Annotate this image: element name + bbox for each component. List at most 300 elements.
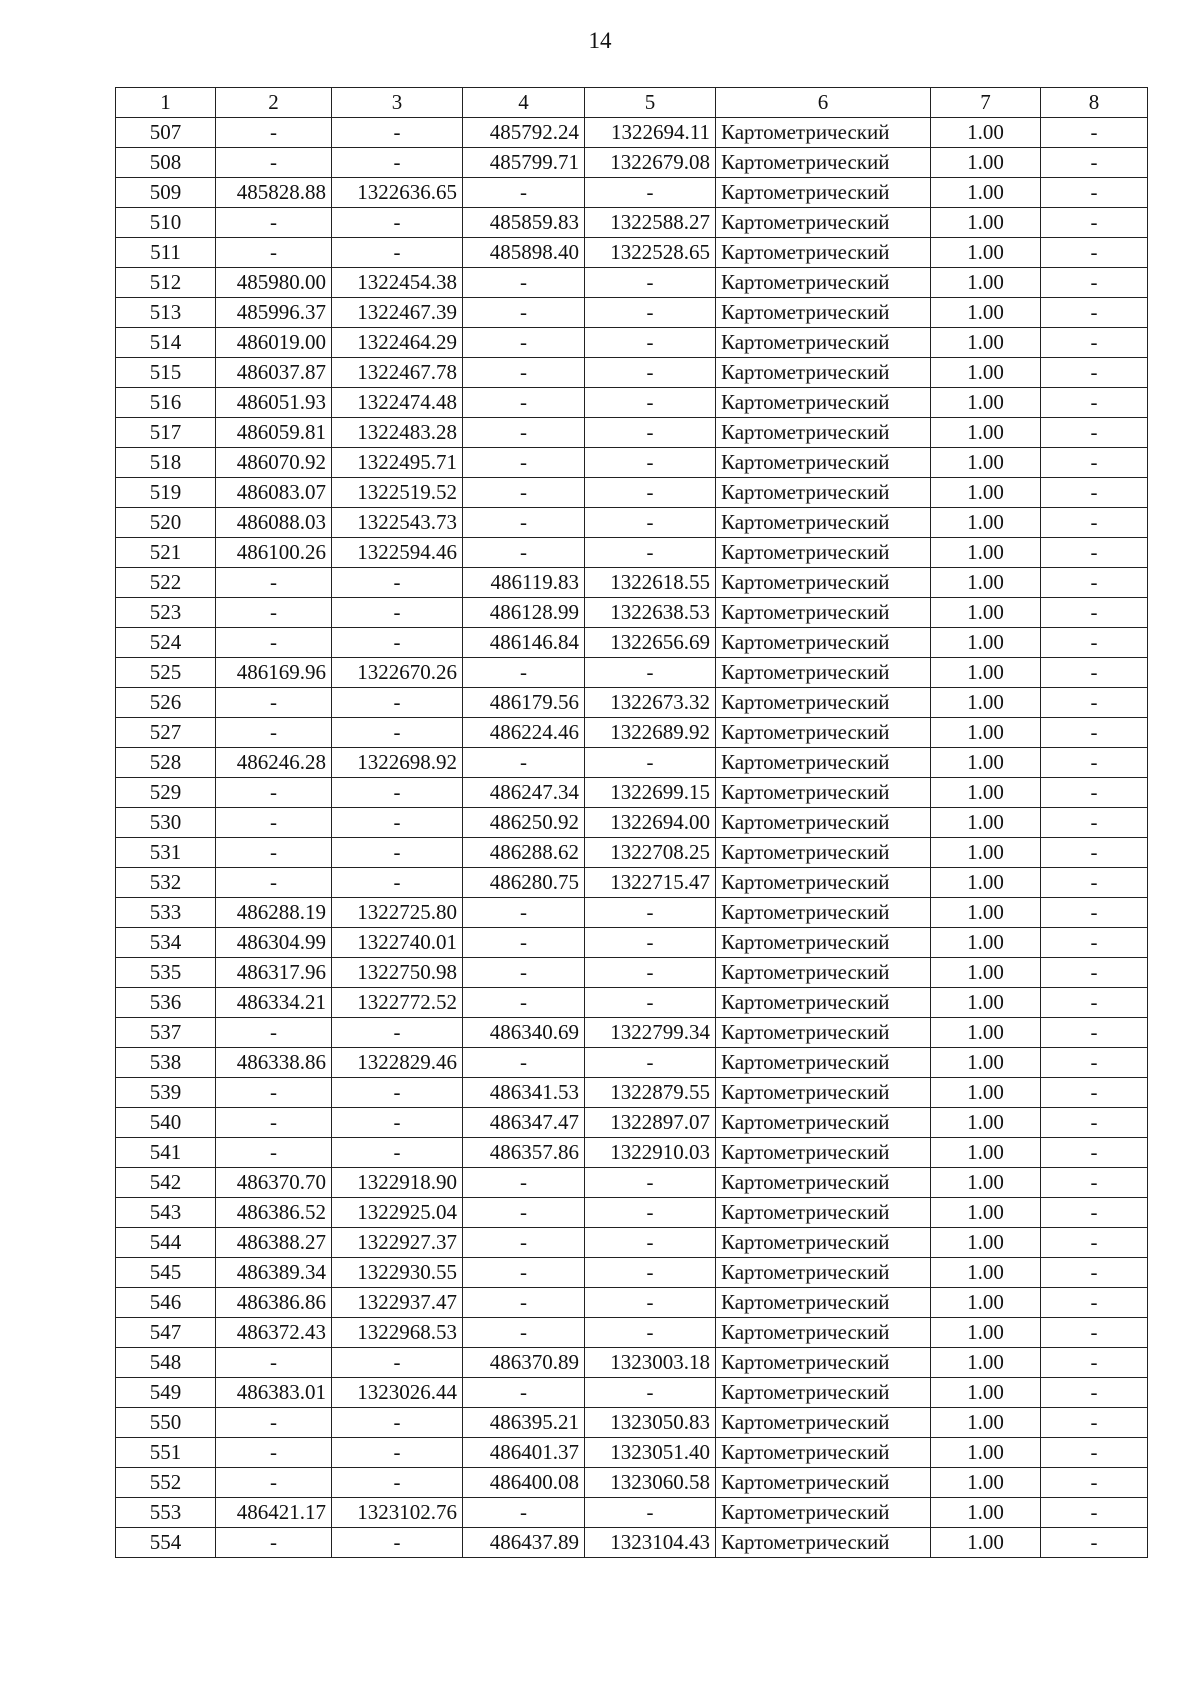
cell-x-coordinate-b: - <box>463 958 585 988</box>
cell-y-coordinate-b: - <box>585 748 716 778</box>
cell-y-coordinate-a: - <box>332 778 463 808</box>
table-row <box>116 1378 1148 1408</box>
cell-x-coordinate-a: 486288.19 <box>216 898 332 928</box>
table-row <box>116 1438 1148 1468</box>
cell-description: - <box>1041 928 1148 958</box>
cell-accuracy: 1.00 <box>931 508 1041 538</box>
cell-description: - <box>1041 778 1148 808</box>
cell-x-coordinate-b: - <box>463 1258 585 1288</box>
cell-x-coordinate-a: - <box>216 1018 332 1048</box>
table-row <box>116 418 1148 448</box>
cell-x-coordinate-b: - <box>463 1378 585 1408</box>
cell-x-coordinate-a: 486389.34 <box>216 1258 332 1288</box>
cell-y-coordinate-b: - <box>585 1288 716 1318</box>
cell-x-coordinate-b: - <box>463 928 585 958</box>
cell-y-coordinate-a: - <box>332 1408 463 1438</box>
cell-description: - <box>1041 508 1148 538</box>
cell-description: - <box>1041 1408 1148 1438</box>
cell-y-coordinate-b: 1322699.15 <box>585 778 716 808</box>
table-row <box>116 808 1148 838</box>
cell-x-coordinate-a: 486100.26 <box>216 538 332 568</box>
cell-accuracy: 1.00 <box>931 1318 1041 1348</box>
cell-point-number: 537 <box>116 1018 216 1048</box>
table-row <box>116 238 1148 268</box>
cell-x-coordinate-b: 486437.89 <box>463 1528 585 1558</box>
column-header-accuracy: 7 <box>931 88 1041 118</box>
cell-y-coordinate-b: 1322694.00 <box>585 808 716 838</box>
cell-accuracy: 1.00 <box>931 808 1041 838</box>
cell-y-coordinate-b: - <box>585 958 716 988</box>
cell-y-coordinate-b: 1322528.65 <box>585 238 716 268</box>
cell-x-coordinate-b: - <box>463 298 585 328</box>
table-row <box>116 778 1148 808</box>
cell-y-coordinate-b: 1322910.03 <box>585 1138 716 1168</box>
cell-y-coordinate-a: 1322925.04 <box>332 1198 463 1228</box>
cell-point-number: 518 <box>116 448 216 478</box>
cell-accuracy: 1.00 <box>931 1288 1041 1318</box>
cell-point-number: 516 <box>116 388 216 418</box>
cell-y-coordinate-a: 1322740.01 <box>332 928 463 958</box>
cell-x-coordinate-b: 486400.08 <box>463 1468 585 1498</box>
cell-y-coordinate-a: - <box>332 1108 463 1138</box>
cell-method: Картометрический <box>716 358 931 388</box>
cell-y-coordinate-a: - <box>332 718 463 748</box>
cell-method: Картометрический <box>716 1438 931 1468</box>
cell-x-coordinate-b: 485799.71 <box>463 148 585 178</box>
cell-accuracy: 1.00 <box>931 1078 1041 1108</box>
cell-x-coordinate-b: 486119.83 <box>463 568 585 598</box>
cell-point-number: 511 <box>116 238 216 268</box>
cell-x-coordinate-a: 486370.70 <box>216 1168 332 1198</box>
cell-accuracy: 1.00 <box>931 1228 1041 1258</box>
table-row <box>116 628 1148 658</box>
cell-x-coordinate-b: 486247.34 <box>463 778 585 808</box>
cell-accuracy: 1.00 <box>931 1048 1041 1078</box>
cell-x-coordinate-a: - <box>216 688 332 718</box>
cell-description: - <box>1041 328 1148 358</box>
cell-x-coordinate-a: - <box>216 1438 332 1468</box>
table-row <box>116 1348 1148 1378</box>
cell-y-coordinate-b: - <box>585 658 716 688</box>
cell-method: Картометрический <box>716 448 931 478</box>
table-row <box>116 958 1148 988</box>
cell-y-coordinate-a: 1322483.28 <box>332 418 463 448</box>
cell-x-coordinate-a: - <box>216 1468 332 1498</box>
cell-accuracy: 1.00 <box>931 988 1041 1018</box>
cell-point-number: 535 <box>116 958 216 988</box>
cell-y-coordinate-a: 1322698.92 <box>332 748 463 778</box>
cell-description: - <box>1041 868 1148 898</box>
cell-description: - <box>1041 388 1148 418</box>
cell-accuracy: 1.00 <box>931 1138 1041 1168</box>
cell-description: - <box>1041 1468 1148 1498</box>
table-row <box>116 1108 1148 1138</box>
cell-accuracy: 1.00 <box>931 358 1041 388</box>
cell-method: Картометрический <box>716 298 931 328</box>
table-row <box>116 1048 1148 1078</box>
cell-y-coordinate-a: - <box>332 148 463 178</box>
cell-accuracy: 1.00 <box>931 1108 1041 1138</box>
cell-accuracy: 1.00 <box>931 118 1041 148</box>
table-header-row <box>116 88 1148 118</box>
cell-x-coordinate-a: - <box>216 1408 332 1438</box>
cell-y-coordinate-b: 1322897.07 <box>585 1108 716 1138</box>
cell-point-number: 545 <box>116 1258 216 1288</box>
cell-accuracy: 1.00 <box>931 268 1041 298</box>
cell-accuracy: 1.00 <box>931 658 1041 688</box>
table-row <box>116 748 1148 778</box>
cell-accuracy: 1.00 <box>931 598 1041 628</box>
cell-y-coordinate-b: - <box>585 898 716 928</box>
table-row <box>116 1528 1148 1558</box>
cell-y-coordinate-a: - <box>332 1138 463 1168</box>
table-row <box>116 148 1148 178</box>
cell-y-coordinate-a: 1322454.38 <box>332 268 463 298</box>
cell-y-coordinate-b: - <box>585 418 716 448</box>
cell-description: - <box>1041 358 1148 388</box>
cell-y-coordinate-b: 1322879.55 <box>585 1078 716 1108</box>
cell-method: Картометрический <box>716 1408 931 1438</box>
cell-accuracy: 1.00 <box>931 418 1041 448</box>
cell-description: - <box>1041 268 1148 298</box>
table-row <box>116 268 1148 298</box>
cell-y-coordinate-a: - <box>332 238 463 268</box>
cell-point-number: 522 <box>116 568 216 598</box>
cell-accuracy: 1.00 <box>931 568 1041 598</box>
cell-y-coordinate-b: 1322689.92 <box>585 718 716 748</box>
cell-description: - <box>1041 1138 1148 1168</box>
cell-point-number: 508 <box>116 148 216 178</box>
cell-description: - <box>1041 1348 1148 1378</box>
cell-method: Картометрический <box>716 418 931 448</box>
cell-y-coordinate-a: 1323102.76 <box>332 1498 463 1528</box>
cell-y-coordinate-b: 1323104.43 <box>585 1528 716 1558</box>
cell-y-coordinate-a: - <box>332 688 463 718</box>
cell-y-coordinate-a: 1323026.44 <box>332 1378 463 1408</box>
cell-y-coordinate-b: - <box>585 1228 716 1258</box>
cell-point-number: 538 <box>116 1048 216 1078</box>
cell-description: - <box>1041 1258 1148 1288</box>
table-row <box>116 448 1148 478</box>
cell-description: - <box>1041 178 1148 208</box>
cell-method: Картометрический <box>716 508 931 538</box>
cell-y-coordinate-b: 1322618.55 <box>585 568 716 598</box>
cell-point-number: 547 <box>116 1318 216 1348</box>
cell-description: - <box>1041 1108 1148 1138</box>
cell-x-coordinate-b: - <box>463 478 585 508</box>
cell-method: Картометрический <box>716 1108 931 1138</box>
cell-y-coordinate-a: - <box>332 1078 463 1108</box>
cell-description: - <box>1041 118 1148 148</box>
cell-x-coordinate-b: - <box>463 1168 585 1198</box>
cell-accuracy: 1.00 <box>931 208 1041 238</box>
cell-y-coordinate-a: - <box>332 1438 463 1468</box>
cell-y-coordinate-b: 1322588.27 <box>585 208 716 238</box>
cell-accuracy: 1.00 <box>931 778 1041 808</box>
cell-description: - <box>1041 898 1148 928</box>
cell-method: Картометрический <box>716 898 931 928</box>
table-row <box>116 328 1148 358</box>
cell-description: - <box>1041 598 1148 628</box>
cell-x-coordinate-a: 486019.00 <box>216 328 332 358</box>
cell-point-number: 525 <box>116 658 216 688</box>
cell-x-coordinate-a: - <box>216 1528 332 1558</box>
cell-point-number: 554 <box>116 1528 216 1558</box>
cell-x-coordinate-b: - <box>463 1318 585 1348</box>
cell-x-coordinate-a: 486088.03 <box>216 508 332 538</box>
cell-x-coordinate-a: - <box>216 1078 332 1108</box>
cell-y-coordinate-a: - <box>332 808 463 838</box>
cell-method: Картометрический <box>716 778 931 808</box>
cell-method: Картометрический <box>716 928 931 958</box>
cell-description: - <box>1041 478 1148 508</box>
cell-method: Картометрический <box>716 478 931 508</box>
cell-point-number: 530 <box>116 808 216 838</box>
cell-x-coordinate-a: - <box>216 118 332 148</box>
table-row <box>116 478 1148 508</box>
cell-x-coordinate-b: - <box>463 358 585 388</box>
cell-y-coordinate-a: 1322495.71 <box>332 448 463 478</box>
table-row <box>116 118 1148 148</box>
cell-point-number: 512 <box>116 268 216 298</box>
cell-point-number: 509 <box>116 178 216 208</box>
cell-x-coordinate-b: 485859.83 <box>463 208 585 238</box>
cell-x-coordinate-b: 486250.92 <box>463 808 585 838</box>
cell-y-coordinate-a: - <box>332 1468 463 1498</box>
cell-point-number: 539 <box>116 1078 216 1108</box>
cell-method: Картометрический <box>716 1138 931 1168</box>
cell-accuracy: 1.00 <box>931 538 1041 568</box>
column-header-description: 8 <box>1041 88 1148 118</box>
table-row <box>116 928 1148 958</box>
cell-point-number: 546 <box>116 1288 216 1318</box>
cell-point-number: 526 <box>116 688 216 718</box>
column-header-method: 6 <box>716 88 931 118</box>
cell-x-coordinate-a: 486304.99 <box>216 928 332 958</box>
cell-y-coordinate-b: 1322638.53 <box>585 598 716 628</box>
cell-point-number: 532 <box>116 868 216 898</box>
cell-x-coordinate-b: - <box>463 1198 585 1228</box>
cell-x-coordinate-b: - <box>463 1228 585 1258</box>
table-row <box>116 1168 1148 1198</box>
cell-description: - <box>1041 688 1148 718</box>
cell-y-coordinate-b: - <box>585 1318 716 1348</box>
cell-accuracy: 1.00 <box>931 1168 1041 1198</box>
cell-accuracy: 1.00 <box>931 1258 1041 1288</box>
cell-x-coordinate-b: - <box>463 658 585 688</box>
cell-y-coordinate-b: - <box>585 328 716 358</box>
cell-x-coordinate-b: 486347.47 <box>463 1108 585 1138</box>
cell-accuracy: 1.00 <box>931 1348 1041 1378</box>
cell-x-coordinate-b: - <box>463 538 585 568</box>
cell-description: - <box>1041 298 1148 328</box>
cell-x-coordinate-a: 486372.43 <box>216 1318 332 1348</box>
cell-y-coordinate-b: 1322694.11 <box>585 118 716 148</box>
cell-method: Картометрический <box>716 718 931 748</box>
cell-description: - <box>1041 718 1148 748</box>
cell-y-coordinate-a: - <box>332 208 463 238</box>
cell-point-number: 543 <box>116 1198 216 1228</box>
table-row <box>116 1078 1148 1108</box>
cell-x-coordinate-a: 486037.87 <box>216 358 332 388</box>
cell-x-coordinate-a: 486386.52 <box>216 1198 332 1228</box>
cell-x-coordinate-b: 486146.84 <box>463 628 585 658</box>
table-row <box>116 1408 1148 1438</box>
table-row <box>116 898 1148 928</box>
cell-x-coordinate-b: - <box>463 898 585 928</box>
cell-point-number: 524 <box>116 628 216 658</box>
cell-y-coordinate-a: - <box>332 568 463 598</box>
cell-point-number: 550 <box>116 1408 216 1438</box>
cell-description: - <box>1041 1528 1148 1558</box>
cell-accuracy: 1.00 <box>931 238 1041 268</box>
cell-point-number: 549 <box>116 1378 216 1408</box>
cell-accuracy: 1.00 <box>931 148 1041 178</box>
cell-y-coordinate-b: 1322799.34 <box>585 1018 716 1048</box>
cell-accuracy: 1.00 <box>931 178 1041 208</box>
cell-y-coordinate-a: 1322594.46 <box>332 538 463 568</box>
cell-y-coordinate-b: - <box>585 388 716 418</box>
cell-method: Картометрический <box>716 1198 931 1228</box>
cell-point-number: 510 <box>116 208 216 238</box>
cell-x-coordinate-b: - <box>463 1288 585 1318</box>
cell-description: - <box>1041 238 1148 268</box>
cell-x-coordinate-a: - <box>216 628 332 658</box>
cell-y-coordinate-b: - <box>585 358 716 388</box>
cell-x-coordinate-a: - <box>216 1138 332 1168</box>
cell-y-coordinate-a: 1322474.48 <box>332 388 463 418</box>
cell-y-coordinate-a: 1322927.37 <box>332 1228 463 1258</box>
cell-x-coordinate-b: - <box>463 988 585 1018</box>
cell-point-number: 529 <box>116 778 216 808</box>
table-row <box>116 508 1148 538</box>
cell-x-coordinate-b: - <box>463 1498 585 1528</box>
cell-description: - <box>1041 538 1148 568</box>
cell-point-number: 541 <box>116 1138 216 1168</box>
cell-description: - <box>1041 1228 1148 1258</box>
cell-point-number: 534 <box>116 928 216 958</box>
cell-y-coordinate-a: 1322937.47 <box>332 1288 463 1318</box>
cell-y-coordinate-b: - <box>585 508 716 538</box>
cell-method: Картометрический <box>716 958 931 988</box>
cell-y-coordinate-a: - <box>332 1348 463 1378</box>
column-header-x-coordinate-b: 4 <box>463 88 585 118</box>
table-row <box>116 988 1148 1018</box>
cell-method: Картометрический <box>716 208 931 238</box>
table-row <box>116 298 1148 328</box>
cell-method: Картометрический <box>716 1228 931 1258</box>
cell-method: Картометрический <box>716 1318 931 1348</box>
cell-y-coordinate-a: - <box>332 628 463 658</box>
cell-x-coordinate-b: - <box>463 448 585 478</box>
cell-y-coordinate-b: - <box>585 478 716 508</box>
cell-x-coordinate-a: 486421.17 <box>216 1498 332 1528</box>
cell-description: - <box>1041 988 1148 1018</box>
cell-y-coordinate-a: 1322670.26 <box>332 658 463 688</box>
cell-accuracy: 1.00 <box>931 328 1041 358</box>
cell-description: - <box>1041 1018 1148 1048</box>
cell-x-coordinate-b: - <box>463 748 585 778</box>
cell-description: - <box>1041 628 1148 658</box>
cell-accuracy: 1.00 <box>931 898 1041 928</box>
cell-x-coordinate-a: - <box>216 238 332 268</box>
cell-method: Картометрический <box>716 688 931 718</box>
cell-description: - <box>1041 1498 1148 1528</box>
cell-method: Картометрический <box>716 1048 931 1078</box>
table-row <box>116 388 1148 418</box>
cell-description: - <box>1041 958 1148 988</box>
cell-x-coordinate-a: - <box>216 148 332 178</box>
cell-y-coordinate-a: 1322750.98 <box>332 958 463 988</box>
cell-method: Картометрический <box>716 1528 931 1558</box>
cell-x-coordinate-a: 486083.07 <box>216 478 332 508</box>
cell-x-coordinate-a: 486388.27 <box>216 1228 332 1258</box>
cell-accuracy: 1.00 <box>931 1408 1041 1438</box>
cell-point-number: 515 <box>116 358 216 388</box>
cell-y-coordinate-a: 1322968.53 <box>332 1318 463 1348</box>
cell-x-coordinate-a: - <box>216 208 332 238</box>
cell-description: - <box>1041 1288 1148 1318</box>
cell-method: Картометрический <box>716 388 931 418</box>
cell-y-coordinate-b: - <box>585 1498 716 1528</box>
cell-point-number: 527 <box>116 718 216 748</box>
table-row <box>116 358 1148 388</box>
cell-accuracy: 1.00 <box>931 1498 1041 1528</box>
cell-point-number: 528 <box>116 748 216 778</box>
cell-point-number: 513 <box>116 298 216 328</box>
cell-x-coordinate-a: 486246.28 <box>216 748 332 778</box>
cell-x-coordinate-a: - <box>216 838 332 868</box>
cell-y-coordinate-a: - <box>332 1528 463 1558</box>
cell-method: Картометрический <box>716 1258 931 1288</box>
cell-x-coordinate-a: 486059.81 <box>216 418 332 448</box>
cell-accuracy: 1.00 <box>931 868 1041 898</box>
cell-y-coordinate-b: 1323050.83 <box>585 1408 716 1438</box>
cell-y-coordinate-a: 1322543.73 <box>332 508 463 538</box>
cell-method: Картометрический <box>716 178 931 208</box>
cell-y-coordinate-b: 1322673.32 <box>585 688 716 718</box>
cell-x-coordinate-b: - <box>463 418 585 448</box>
cell-y-coordinate-b: 1322708.25 <box>585 838 716 868</box>
cell-y-coordinate-b: 1322715.47 <box>585 868 716 898</box>
cell-method: Картометрический <box>716 238 931 268</box>
cell-y-coordinate-b: - <box>585 178 716 208</box>
table-row <box>116 598 1148 628</box>
cell-method: Картометрический <box>716 1378 931 1408</box>
cell-y-coordinate-a: 1322467.78 <box>332 358 463 388</box>
cell-point-number: 514 <box>116 328 216 358</box>
cell-accuracy: 1.00 <box>931 928 1041 958</box>
cell-x-coordinate-b: 485792.24 <box>463 118 585 148</box>
cell-description: - <box>1041 658 1148 688</box>
cell-point-number: 548 <box>116 1348 216 1378</box>
table-row <box>116 868 1148 898</box>
cell-y-coordinate-b: - <box>585 1048 716 1078</box>
cell-y-coordinate-a: 1322829.46 <box>332 1048 463 1078</box>
cell-y-coordinate-b: 1323003.18 <box>585 1348 716 1378</box>
cell-x-coordinate-a: 486334.21 <box>216 988 332 1018</box>
cell-description: - <box>1041 1048 1148 1078</box>
cell-x-coordinate-b: - <box>463 268 585 298</box>
cell-point-number: 507 <box>116 118 216 148</box>
cell-method: Картометрический <box>716 598 931 628</box>
cell-y-coordinate-b: - <box>585 1378 716 1408</box>
cell-x-coordinate-a: 485980.00 <box>216 268 332 298</box>
cell-x-coordinate-b: 486288.62 <box>463 838 585 868</box>
column-header-y-coordinate-a: 3 <box>332 88 463 118</box>
table-row <box>116 1468 1148 1498</box>
cell-y-coordinate-b: 1323060.58 <box>585 1468 716 1498</box>
